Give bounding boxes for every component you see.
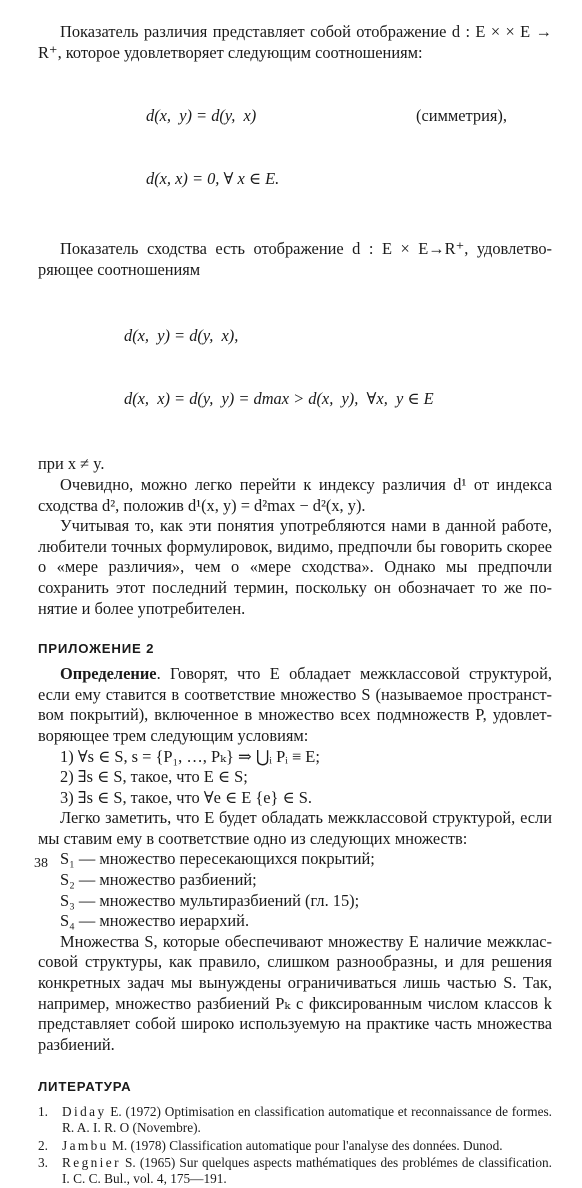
reference-text: M. (1978) Classification automatique pour l'analyse des données. Dunod.: [108, 1137, 503, 1153]
set-item: S₄ — множество иерархий.: [60, 911, 250, 931]
appendix-heading: ПРИЛОЖЕНИЕ 2: [38, 641, 155, 657]
formula-line: d(x, y) = d(y, x),: [124, 326, 239, 346]
similarity-paragraph: Показатель сходства есть отображение d : E × E→R⁺, удовлетворяющее соотношениям: [38, 239, 552, 279]
reference-text: E. (1972) Optimisation en classification automatique et reconnaissance de formes. R. A. I. R. O (Novembre).: [62, 1104, 552, 1135]
formula-text: d(x, y) = d(y, x): [146, 106, 257, 126]
conditions-list: [38, 747, 552, 809]
condition-item: 2) ∃s ∈ S, такое, что E ∈ S;: [60, 767, 248, 787]
reference-item: [38, 1155, 552, 1186]
page-number: 38: [34, 856, 48, 871]
condition-item: 1) ∀s ∈ S, s = {P₁, …, Pₖ} ⇒ ⋃ᵢ Pᵢ ≡ E;: [60, 746, 320, 766]
page-body: [38, 22, 552, 1188]
formula-line: d(x, x) = 0, ∀ x ∈ E.: [146, 169, 280, 189]
reference-number: 2.: [38, 1137, 48, 1153]
set-item: S₁ — множество пересекающихся покрытий;: [60, 849, 375, 869]
reference-author: Diday: [62, 1104, 107, 1120]
reference-item: [38, 1104, 552, 1135]
set-item: S₂ — множество разбиений;: [60, 870, 257, 890]
formula-line: d(x, x) = d(y, y) = dmax > d(x, y), ∀x, y ∈ E: [124, 389, 434, 409]
reference-item: [38, 1138, 552, 1154]
dissimilarity-paragraph: Показатель различия представляет собой отображение d : E × × E → R⁺, которое удовлетворяет следующим соотношениям:: [38, 22, 552, 62]
references-heading: ЛИТЕРАТУРА: [38, 1079, 132, 1095]
formula-line: [146, 105, 552, 126]
symmetry-formula: [146, 63, 552, 231]
conversion-paragraph: Очевидно, можно легко перейти к индексу различия d¹ от индекса сходства d², положив d¹(x, y) = d²max − d²(x, y).: [38, 474, 552, 515]
reference-author: Jambu: [62, 1137, 109, 1153]
structure-paragraph: Легко заметить, что E будет обладать межклассовой структурой, если мы ставим ему в соответствие одно из следующих множеств:: [38, 808, 552, 848]
condition-text: при x ≠ y.: [38, 454, 105, 474]
reference-number: 1.: [38, 1104, 48, 1120]
reference-text: S. (1965) Sur quelques aspects mathématiques des problémes de classification. I. C. C. Bul., vol. 4, 175—191.: [62, 1155, 552, 1186]
condition-item: 3) ∃s ∈ S, такое, что ∀e ∈ E {e} ∈ S.: [60, 787, 312, 807]
reference-author: Regnier: [62, 1155, 121, 1171]
reference-number: 3.: [38, 1155, 48, 1171]
similarity-formula: [124, 283, 552, 451]
sets-list: [38, 849, 552, 931]
set-item: S₃ — множество мультиразбиений (гл. 15);: [60, 890, 360, 910]
formula-note: (симметрия),: [416, 106, 507, 126]
usage-paragraph: Учитывая то, как эти понятия употребляются нами в данной работе, любители точных формулировок, видимо, предпочли бы говорить скорее о «мере различия», чем о «мере сходства». Однако мы предпочли сохранить этот последний термин, поскольку он обозначает то же понятие и более употребителен.: [38, 516, 552, 618]
definition-paragraph: [38, 664, 552, 746]
definition-term: Определение: [60, 664, 157, 684]
definition-text: . Говорят, что E обладает межклассовой структурой, если ему ставится в соответствие множество S (называемое пространством покрытий), включенное в множество всех подмножеств P, удовлетворяющее трем следующим условиям:: [38, 664, 552, 745]
references-list: [38, 1104, 552, 1186]
sets-paragraph: Множества S, которые обеспечивают множеству E наличие межклассовой структуры, как правило, слишком разнообразны, и для решения конкретных задач мы вынуждены ограничиваться лишь частью S. Так, например, множество разбиений Pₖ с фиксированным числом классов k представляет собой широко используемую на практике часть множества разбиений.: [38, 931, 552, 1054]
